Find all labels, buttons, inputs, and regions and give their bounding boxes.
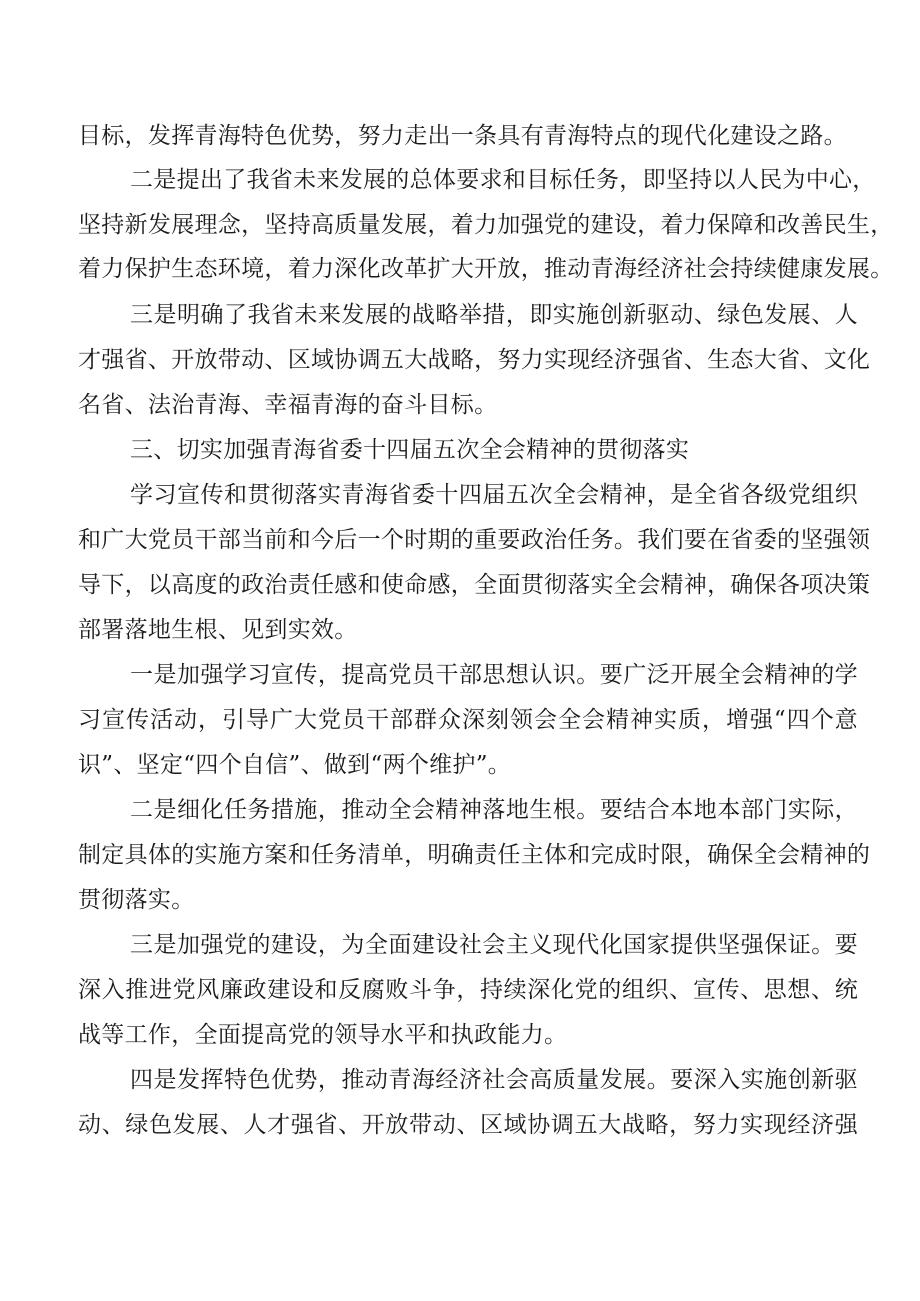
text-line: 深入推进党风廉政建设和反腐败斗争，持续深化党的组织、宣传、思想、统	[78, 977, 858, 1003]
section-heading: 三、切实加强青海省委十四届五次全会精神的贯彻落实	[130, 437, 690, 463]
text-line: 坚持新发展理念，坚持高质量发展，着力加强党的建设，着力保障和改善民生，	[78, 212, 894, 238]
text-line: 贯彻落实。	[78, 887, 195, 913]
text-line: 二是提出了我省未来发展的总体要求和目标任务，即坚持以人民为中心，	[130, 167, 876, 193]
text-line: 制定具体的实施方案和任务清单，明确责任主体和完成时限，确保全会精神的	[78, 842, 871, 868]
text-line: 名省、法治青海、幸福青海的奋斗目标。	[78, 392, 498, 418]
text-line: 四是发挥特色优势，推动青海经济社会高质量发展。要深入实施创新驱	[130, 1067, 858, 1093]
text-line: 部署落地生根、见到实效。	[78, 617, 358, 643]
text-line: 导下，以高度的政治责任感和使命感，全面贯彻落实全会精神，确保各项决策	[78, 572, 871, 598]
text-line: 学习宣传和贯彻落实青海省委十四届五次全会精神，是全省各级党组织	[130, 482, 858, 508]
text-line: 才强省、开放带动、区域协调五大战略，努力实现经济强省、生态大省、文化	[78, 347, 871, 373]
text-line: 动、绿色发展、人才强省、开放带动、区域协调五大战略，努力实现经济强	[78, 1112, 858, 1138]
text-line: 目标，发挥青海特色优势，努力走出一条具有青海特点的现代化建设之路。	[78, 123, 847, 149]
text-line: 着力保护生态环境，着力深化改革扩大开放，推动青海经济社会持续健康发展。	[78, 256, 894, 282]
text-line: 识”、坚定“四个自信”、做到“两个维护”。	[78, 752, 512, 778]
text-line: 和广大党员干部当前和今后一个时期的重要政治任务。我们要在省委的坚强领	[78, 527, 871, 553]
text-line: 一是加强学习宣传，提高党员干部思想认识。要广泛开展全会精神的学	[130, 662, 858, 688]
text-line: 习宣传活动，引导广大党员干部群众深刻领会全会精神实质，增强“四个意	[78, 707, 858, 733]
text-line: 战等工作，全面提高党的领导水平和执政能力。	[78, 1022, 568, 1048]
text-line: 三是明确了我省未来发展的战略举措，即实施创新驱动、绿色发展、人	[130, 302, 858, 328]
text-line: 二是细化任务措施，推动全会精神落地生根。要结合本地本部门实际，	[130, 797, 858, 823]
text-line: 三是加强党的建设，为全面建设社会主义现代化国家提供坚强保证。要	[130, 932, 858, 958]
